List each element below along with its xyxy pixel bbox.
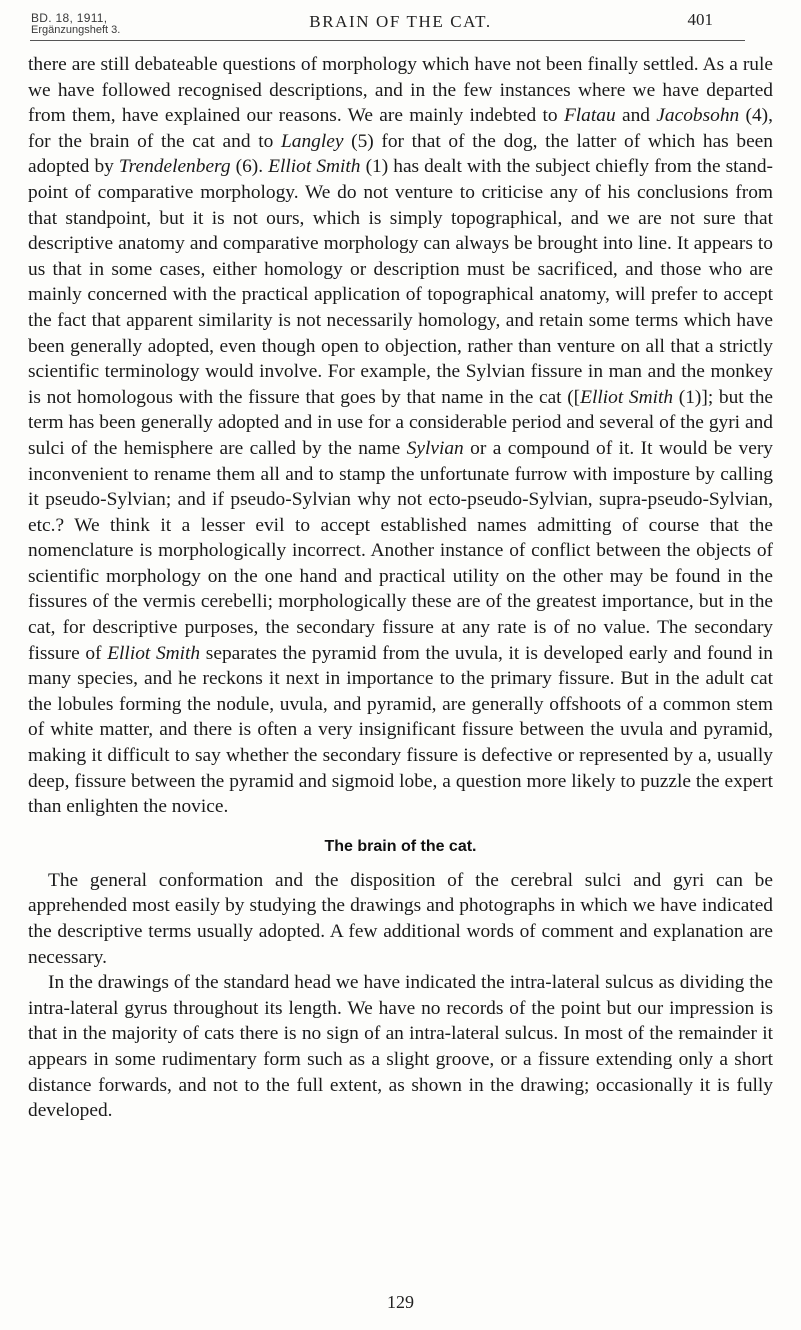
page-header [28, 4, 773, 44]
stamp-supplement: Ergänzungsheft 3. [31, 24, 121, 36]
term-sylvian: Sylvian [406, 437, 464, 459]
paragraph-intra-lateral-sulcus: In the drawings of the standard head we have indicated the intra-lateral sulcus as dividing the intra-lateral gyrus throughout its length. We have no records of the point but our impression is that in the majority of cats there is no sign of an intra-lateral sulcus. In most of the remainder it appears in some rudimentary form such as a slight groove, or a fissure extending only a short distance forwards, and not to the full extent, as shown in the drawing; occasionally it is fully developed. [28, 972, 773, 1122]
paragraph-general-conformation: The general conformation and the disposition of the cerebral sulci and gyri can be apprehended most easily by studying the drawings and photographs in which we have indicated the descriptive terms usually adopted. A few additional words of comment and explanation are necessary. [28, 869, 773, 968]
author-name: Elliot Smith [107, 642, 201, 664]
author-name: Langley [280, 130, 344, 152]
author-name: Jacobsohn [656, 105, 740, 127]
stamp-volume: BD. 18, 1911, [31, 11, 108, 25]
section-heading: The brain of the cat. [324, 837, 477, 855]
author-name: Elliot Smith [580, 386, 674, 408]
author-name: Trendelenberg [118, 156, 231, 178]
page-number: 401 [687, 10, 713, 29]
folio-number: 129 [387, 1292, 414, 1312]
author-name: Flatau [563, 105, 616, 127]
running-title: BRAIN OF THE CAT. [309, 12, 492, 31]
author-name: Elliot Smith [268, 156, 361, 178]
body-text [28, 52, 773, 1124]
paragraph-morphology: there are still debateable questions of morphology which have not been finally settled. As a rule we have followed recognised descriptions, and in the few instances where we have departed from them, have explained our reasons. We are mainly indebted to Flatau and Jacobsohn (4), for the brain of the cat and to Langley (5) for that of the dog, the latter of which has been adopted by Trendelenberg (6). Elliot Smith (1) has dealt with the subject chiefly from the stand-point of comparative morphology. We do not venture to criticise any of his conclusions from that standpoint, but it is not ours, which is simply topographical, and we are not sure that descriptive anatomy and comparative morphology can always be brought into line. It appears to us that in some cases, either homology or description must be sacrificed, and those who are mainly concerned with the practical application of topographical anatomy, will prefer to accept the fact that apparent similarity is not necessarily homology, and retain some terms which have been generally adopted, even though open to objection, rather than venture on all that a strictly scientific terminology would involve. For example, the Sylvian fissure in man and the monkey is not homologous with the fissure that goes by that name in the cat ([Elliot Smith (1)]; but the term has been generally adopted and in use for a considerable period and several of the gyri and sulci of the hemisphere are called by the name Sylvian or a compound of it. It would be very inconvenient to rename them all and to stamp the unfortunate furrow with imposture by calling it pseudo-Sylvian; and if pseudo-Sylvian why not ecto-pseudo-Sylvian, supra-pseudo-Sylvian, etc.? We think it a lesser evil to accept established names admitting of course that the nomenclature is morphologically incorrect. Another instance of conflict between the objects of scientific morphology on the one hand and practical utility on the other may be found in the fissures of the vermis cerebelli; morphologically these are of the greatest importance, but in the cat, for descriptive purposes, the secondary fissure at any rate is of no value. The secondary fissure of Elliot Smith separates the pyramid from the uvula, it is developed early and found in many species, and he reckons it next in importance to the primary fissure. But in the adult cat the lobules forming the nodule, uvula, and pyramid, are generally offshoots of a common stem of white matter, and there is often a very insignificant fissure between the uvula and pyramid, making it difficult to say whether the secondary fissure is defective or represented by a, usually deep, fissure between the pyramid and sigmoid lobe, a question more likely to puzzle the expert than enlighten the novice. [28, 54, 774, 818]
header-rule [30, 40, 745, 41]
